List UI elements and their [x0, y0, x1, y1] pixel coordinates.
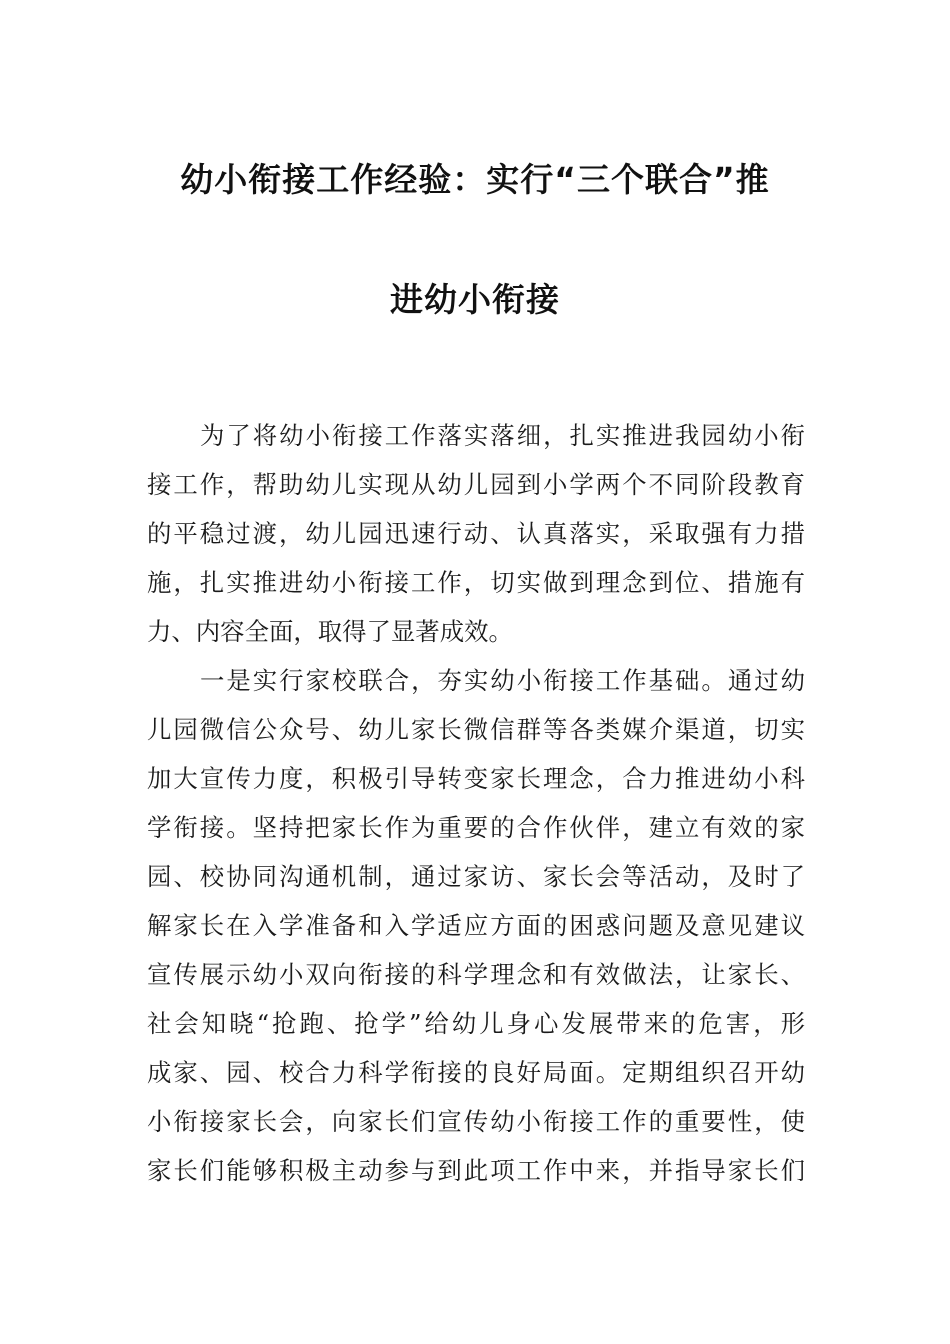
paragraph-1-line-4: 施，扎实推进幼小衔接工作，切实做到理念到位、措施有 [147, 568, 805, 597]
paragraph-2-line-11: 家长们能够积极主动参与到此项工作中来，并指导家长们 [147, 1156, 805, 1185]
paragraph-2-line-2: 儿园微信公众号、幼儿家长微信群等各类媒介渠道，切实 [147, 715, 805, 744]
paragraph-2-line-10: 小衔接家长会，向家长们宣传幼小衔接工作的重要性，使 [147, 1107, 805, 1136]
document-title-line-1: 幼小衔接工作经验：实行“三个联合”推 [180, 160, 770, 199]
paragraph-2-line-5: 园、校协同沟通机制，通过家访、家长会等活动，及时了 [147, 862, 805, 891]
paragraph-2-line-6: 解家长在入学准备和入学适应方面的困惑问题及意见建议 [147, 911, 805, 940]
document-body [147, 411, 805, 1195]
paragraph-2-line-4: 学衔接。坚持把家长作为重要的合作伙伴，建立有效的家 [147, 813, 805, 842]
paragraph-1-line-5: 力、内容全面，取得了显著成效。 [147, 617, 513, 646]
paragraph-1-line-2: 接工作，帮助幼儿实现从幼儿园到小学两个不同阶段教育 [147, 470, 805, 499]
document-title-line-2: 进幼小衔接 [390, 280, 560, 319]
paragraph-2-line-3: 加大宣传力度，积极引导转变家长理念，合力推进幼小科 [147, 764, 805, 793]
paragraph-2-line-8: 社会知晓“抢跑、抢学”给幼儿身心发展带来的危害，形 [147, 1009, 805, 1038]
paragraph-2-line-9: 成家、园、校合力科学衔接的良好局面。定期组织召开幼 [147, 1058, 805, 1087]
paragraph-2-line-7: 宣传展示幼小双向衔接的科学理念和有效做法，让家长、 [147, 960, 805, 989]
paragraph-2-line-1: 一是实行家校联合，夯实幼小衔接工作基础。通过幼 [200, 666, 805, 695]
paragraph-1-line-3: 的平稳过渡，幼儿园迅速行动、认真落实，采取强有力措 [147, 519, 805, 548]
paragraph-1-line-1: 为了将幼小衔接工作落实落细，扎实推进我园幼小衔 [200, 421, 805, 450]
